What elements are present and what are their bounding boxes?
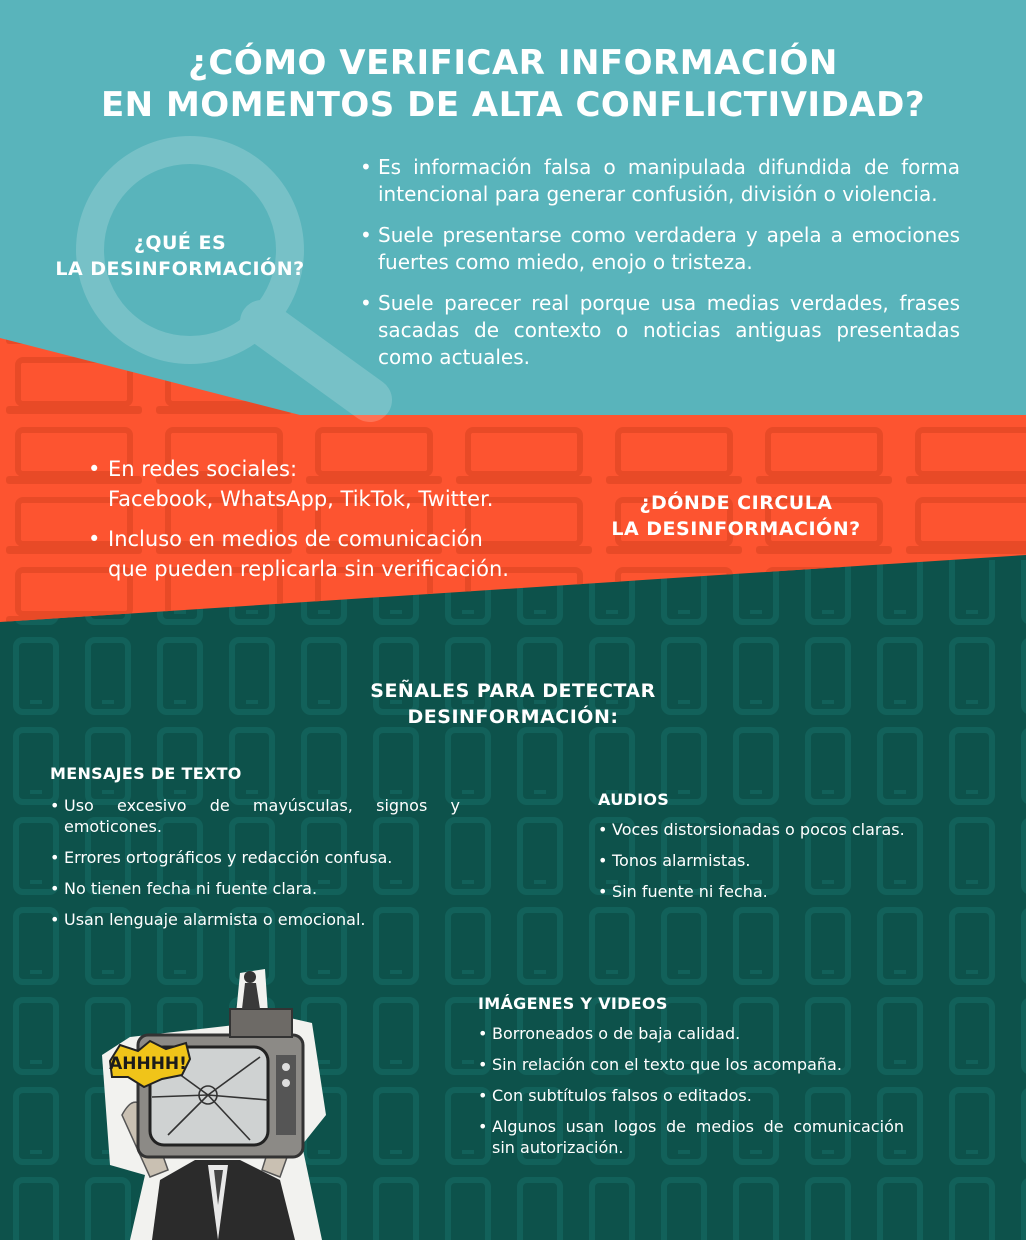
- image-signal-2: Sin relación con el texto que los acompaña.: [492, 1055, 842, 1074]
- list-item: • Uso excesivo de mayúsculas, signos y emoticones.: [50, 796, 460, 836]
- list-item: • Algunos usan logos de medios de comunicación sin autorización.: [478, 1117, 904, 1157]
- where-list: [88, 454, 608, 584]
- what-is-heading: [30, 230, 330, 282]
- list-item: • Borroneados o de baja calidad.: [478, 1024, 741, 1043]
- what-is-heading-line-2: LA DESINFORMACIÓN?: [55, 258, 305, 280]
- list-item: • Suele parecer real porque usa medias verdades, frases sacadas de contexto o noticias antiguas presentadas como actuales.: [360, 291, 960, 369]
- text-message-signal-2: Errores ortográficos y redacción confusa.: [64, 848, 393, 867]
- where-heading: [586, 490, 886, 542]
- text-message-signal-4: Usan lenguaje alarmista o emocional.: [64, 910, 366, 929]
- list-item: • Tonos alarmistas.: [598, 851, 751, 870]
- list-item: • Con subtítulos falsos o editados.: [478, 1086, 752, 1105]
- title-line-1: ¿CÓMO VERIFICAR INFORMACIÓN: [188, 43, 838, 83]
- text-messages-list: [50, 795, 460, 930]
- where-heading-line-2: LA DESINFORMACIÓN?: [611, 518, 861, 540]
- signals-heading: [313, 678, 713, 730]
- image-signal-3: Con subtítulos falsos o editados.: [492, 1086, 752, 1105]
- title-line-2: EN MOMENTOS DE ALTA CONFLICTIVIDAD?: [100, 85, 926, 125]
- what-is-heading-line-1: ¿QUÉ ES: [133, 232, 227, 254]
- audio-signal-2: Tonos alarmistas.: [612, 851, 751, 870]
- audio-signal-1: Voces distorsionadas o pocos claras.: [612, 820, 905, 839]
- list-item: • Errores ortográficos y redacción confusa.: [50, 848, 393, 867]
- list-item: • Sin fuente ni fecha.: [598, 882, 768, 901]
- where-bullet-1-line-2: Facebook, WhatsApp, TikTok, Twitter.: [108, 487, 494, 511]
- image-signal-1: Borroneados o de baja calidad.: [492, 1024, 741, 1043]
- audio-signal-3: Sin fuente ni fecha.: [612, 882, 768, 901]
- where-bullet-1-line-1: En redes sociales:: [108, 457, 298, 481]
- list-item: • Sin relación con el texto que los acompaña.: [478, 1055, 842, 1074]
- list-item: • En redes sociales: Facebook, WhatsApp, TikTok, Twitter.: [88, 454, 608, 514]
- list-item: • Voces distorsionadas o pocos claras.: [598, 820, 905, 839]
- list-item: • Incluso en medios de comunicación que pueden replicarla sin verificación.: [88, 524, 608, 584]
- text-message-signal-3: No tienen fecha ni fuente clara.: [64, 879, 318, 898]
- what-is-list: [360, 154, 960, 371]
- where-bullet-2-line-1: Incluso en medios de comunicación: [108, 527, 483, 551]
- text-message-signal-1: Uso excesivo de mayúsculas, signos y emoticones.: [64, 796, 460, 836]
- text-messages-heading: MENSAJES DE TEXTO: [50, 764, 242, 783]
- exclamation-text: AHHHH!: [109, 1054, 187, 1074]
- list-item: • No tienen fecha ni fuente clara.: [50, 879, 318, 898]
- list-item: • Usan lenguaje alarmista o emocional.: [50, 910, 366, 929]
- where-bullet-2-line-2: que pueden replicarla sin verificación.: [108, 557, 509, 581]
- images-videos-list: [478, 1023, 904, 1158]
- what-is-bullet-2: Suele presentarse como verdadera y apela a emociones fuertes como miedo, enojo o tristeza.: [378, 223, 960, 274]
- what-is-bullet-3: Suele parecer real porque usa medias verdades, frases sacadas de contexto o noticias antiguas presentadas como actuales.: [378, 291, 960, 369]
- images-videos-heading: IMÁGENES Y VIDEOS: [478, 994, 668, 1013]
- audios-list: [598, 819, 978, 902]
- where-heading-line-1: ¿DÓNDE CIRCULA: [639, 492, 833, 514]
- image-signal-4: Algunos usan logos de medios de comunicación sin autorización.: [492, 1117, 904, 1157]
- list-item: • Es información falsa o manipulada difundida de forma intencional para generar confusión, división o violencia.: [360, 155, 960, 206]
- tv-head-man-illustration: [90, 965, 350, 1240]
- list-item: • Suele presentarse como verdadera y apela a emociones fuertes como miedo, enojo o tristeza.: [360, 223, 960, 274]
- what-is-bullet-1: Es información falsa o manipulada difundida de forma intencional para generar confusión, división o violencia.: [378, 155, 960, 206]
- signals-heading-line-1: SEÑALES PARA DETECTAR: [370, 680, 656, 702]
- signals-heading-line-2: DESINFORMACIÓN:: [407, 706, 619, 728]
- page-title: [40, 42, 986, 126]
- audios-heading: AUDIOS: [598, 790, 670, 809]
